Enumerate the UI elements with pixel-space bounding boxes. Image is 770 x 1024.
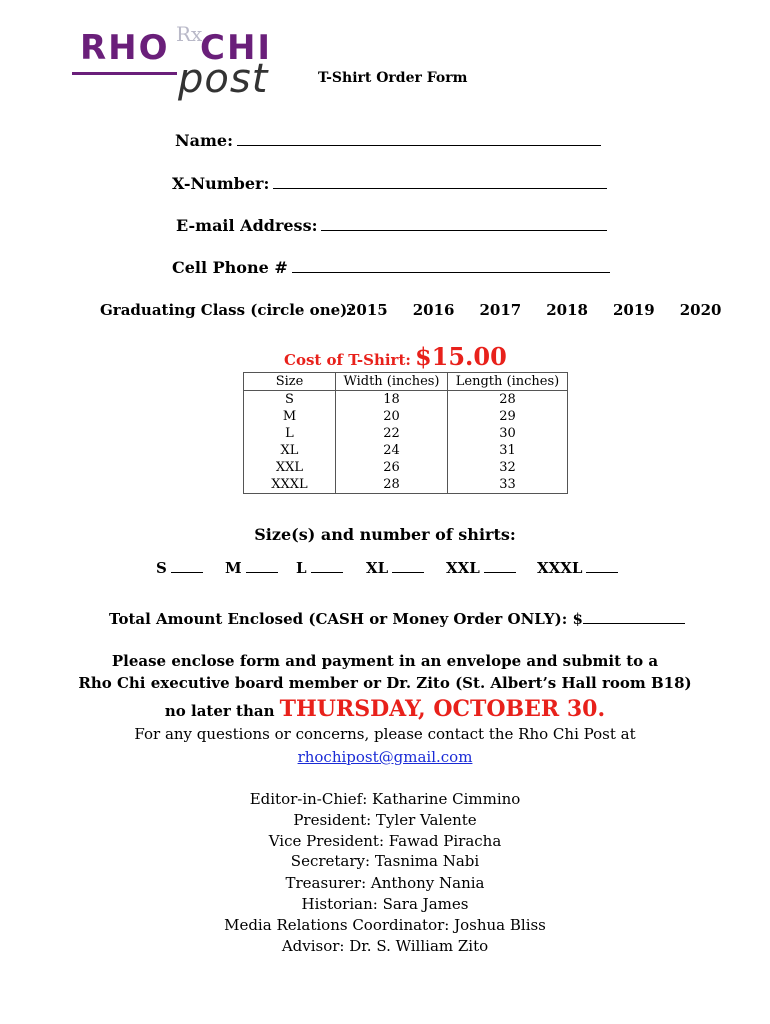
deadline-line — [0, 696, 770, 722]
form-title: T-Shirt Order Form — [318, 70, 468, 86]
table-row — [244, 442, 568, 459]
table-row — [244, 391, 568, 409]
year-option[interactable]: 2016 — [412, 301, 455, 319]
table-cell: XXL — [244, 459, 336, 476]
deadline-date: THURSDAY, OCTOBER 30. — [279, 696, 606, 722]
email-input-line[interactable] — [321, 216, 607, 231]
logo-rx-symbol: Rx — [176, 22, 203, 46]
table-cell: 18 — [336, 391, 448, 409]
logo-rho-text: RHO — [80, 28, 170, 68]
table-cell: XXXL — [244, 476, 336, 494]
name-input-line[interactable] — [237, 131, 601, 146]
size-s-entry[interactable] — [156, 559, 203, 577]
sizes-section-title: Size(s) and number of shirts: — [254, 525, 516, 544]
table-cell: XL — [244, 442, 336, 459]
size-l-entry[interactable] — [296, 559, 343, 577]
cell-phone-field[interactable] — [172, 258, 610, 277]
email-field[interactable] — [176, 216, 607, 235]
table-header-cell: Size — [244, 373, 336, 391]
tshirt-cost — [284, 342, 507, 371]
logo-underline — [72, 72, 177, 75]
total-amount-line[interactable] — [583, 611, 685, 624]
table-row — [244, 408, 568, 425]
size-m-entry[interactable] — [225, 559, 278, 577]
contact-text: For any questions or concerns, please contact the Rho Chi Post at — [134, 725, 636, 743]
total-amount-label: Total Amount Enclosed (CASH or Money Order ONLY): $ — [109, 610, 583, 628]
table-cell: 31 — [448, 442, 568, 459]
size-xl-entry[interactable] — [366, 559, 424, 577]
total-amount-field[interactable] — [109, 610, 685, 628]
size-option-label: L — [296, 559, 307, 577]
officer-line: President: Tyler Valente — [293, 811, 477, 829]
size-quantity-line[interactable] — [311, 560, 343, 573]
x-number-field[interactable] — [172, 174, 607, 193]
year-option[interactable]: 2017 — [479, 301, 522, 319]
table-row — [244, 476, 568, 494]
table-cell: 20 — [336, 408, 448, 425]
x-number-label: X-Number: — [172, 174, 270, 193]
table-header-row — [244, 373, 568, 391]
table-cell: L — [244, 425, 336, 442]
table-cell: 30 — [448, 425, 568, 442]
table-header-cell: Length (inches) — [448, 373, 568, 391]
table-cell: 24 — [336, 442, 448, 459]
table-cell: M — [244, 408, 336, 425]
table-cell: S — [244, 391, 336, 409]
officer-line: Secretary: Tasnima Nabi — [290, 852, 480, 870]
email-label: E-mail Address: — [176, 216, 318, 235]
cost-label: Cost of T-Shirt: — [284, 351, 411, 369]
table-cell: 22 — [336, 425, 448, 442]
size-option-label: M — [225, 559, 242, 577]
cell-phone-label: Cell Phone # — [172, 258, 288, 277]
officer-line: Editor-in-Chief: Katharine Cimmino — [249, 790, 521, 808]
name-field[interactable] — [175, 131, 601, 150]
size-option-label: XXXL — [537, 559, 583, 577]
table-cell: 28 — [336, 476, 448, 494]
table-cell: 33 — [448, 476, 568, 494]
logo-post-text: post — [178, 56, 269, 102]
year-option[interactable]: 2015 — [346, 301, 388, 319]
size-xxl-entry[interactable] — [446, 559, 516, 577]
table-cell: 29 — [448, 408, 568, 425]
name-label: Name: — [175, 131, 234, 150]
size-quantity-line[interactable] — [392, 560, 424, 573]
deadline-prefix: no later than — [164, 702, 275, 720]
size-option-label: S — [156, 559, 167, 577]
cell-phone-input-line[interactable] — [292, 258, 610, 273]
table-row — [244, 425, 568, 442]
year-option[interactable]: 2018 — [546, 301, 588, 319]
table-cell: 32 — [448, 459, 568, 476]
table-cell: 28 — [448, 391, 568, 409]
rho-chi-post-logo — [72, 22, 292, 104]
table-row — [244, 459, 568, 476]
graduating-class-label: Graduating Class (circle one): — [100, 301, 353, 319]
size-chart-table — [243, 372, 568, 494]
logo-chi-text: CHI — [200, 28, 273, 68]
contact-email-row — [0, 747, 770, 766]
table-header-cell: Width (inches) — [336, 373, 448, 391]
size-quantity-line[interactable] — [586, 560, 618, 573]
officer-line: Vice President: Fawad Piracha — [268, 832, 502, 850]
size-option-label: XXL — [446, 559, 480, 577]
instructions-line-2: Rho Chi executive board member or Dr. Zito (St. Albert’s Hall room B18) — [78, 674, 692, 692]
cost-amount: $15.00 — [414, 342, 507, 371]
instructions-line-1: Please enclose form and payment in an envelope and submit to a — [111, 652, 659, 670]
officer-line: Treasurer: Anthony Nania — [285, 874, 485, 892]
size-quantity-line[interactable] — [171, 560, 203, 573]
size-quantity-line[interactable] — [246, 560, 278, 573]
officer-line: Historian: Sara James — [301, 895, 469, 913]
size-quantity-line[interactable] — [484, 560, 516, 573]
graduating-class-years — [346, 301, 722, 319]
x-number-input-line[interactable] — [273, 174, 607, 189]
year-option[interactable]: 2019 — [613, 301, 655, 319]
officer-line: Advisor: Dr. S. William Zito — [281, 937, 489, 955]
year-option[interactable]: 2020 — [679, 301, 722, 319]
size-option-label: XL — [366, 559, 389, 577]
officer-line: Media Relations Coordinator: Joshua Bliss — [224, 916, 546, 934]
size-xxxl-entry[interactable] — [537, 559, 618, 577]
table-cell: 26 — [336, 459, 448, 476]
contact-email-link[interactable]: rhochipost@gmail.com — [297, 748, 473, 766]
